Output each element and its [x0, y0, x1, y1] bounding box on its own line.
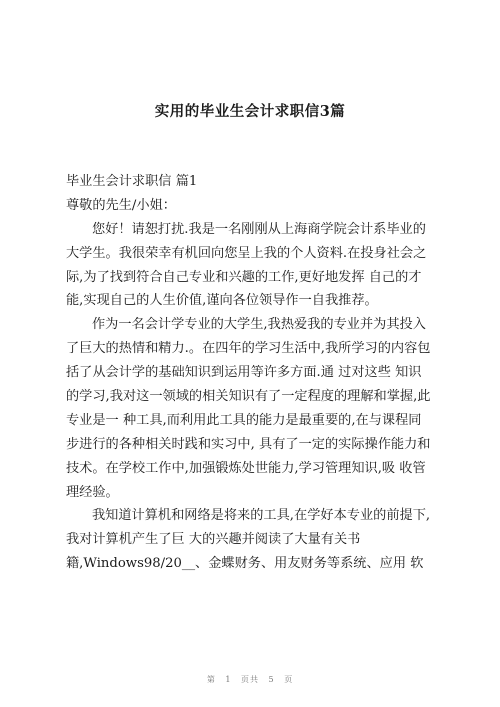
salutation: 尊敬的先生/小姐：: [66, 197, 176, 213]
paragraph-line: 的学习,我对这一领域的相关知识有了一定程度的理解和掌握,此: [66, 389, 431, 405]
paragraph-line: 括了从会计学的基础知识到运用等许多方面.通 过对这些 知识: [66, 365, 422, 381]
footer-total-pages: 5: [268, 675, 275, 684]
section-heading: 毕业生会计求职信 篇1: [66, 174, 198, 189]
paragraph-line: 您好！请恕打扰.我是一名刚刚从上海商学院会计系毕业的: [92, 221, 426, 237]
paragraph-1: [66, 218, 446, 314]
paragraph-line: 能,实现自己的人生价值,谨向各位领导作一自我推荐。: [66, 293, 378, 309]
paragraph-line: 我知道计算机和网络是将来的工具,在学好本专业的前提下,: [92, 508, 431, 524]
paragraph-line: 我对计算机产生了巨 大的兴趣并阅读了大量有关书: [66, 532, 361, 548]
footer-prefix: 第: [206, 675, 216, 684]
footer-current-page: 1: [225, 675, 232, 684]
document-body: [66, 170, 446, 576]
paragraph-3: [66, 504, 446, 576]
paragraph-line: 技术。在学校工作中,加强锻炼处世能力,学习管理知识,吸 收管: [66, 460, 426, 476]
paragraph-2: [66, 313, 446, 504]
paragraph-line: 大学生。我很荣幸有机回向您呈上我的个人资料.在投身社会之: [66, 245, 427, 261]
paragraph-line: 际,为了找到符合自己专业和兴趣的工作,更好地发挥 自己的才: [66, 269, 422, 285]
paragraph-line: 理经验。: [66, 484, 119, 500]
footer-suffix: 页: [284, 675, 294, 684]
page-footer: [0, 674, 500, 685]
paragraph-line: 了巨大的热情和精力.。在四年的学习生活中,我所学习的内容包: [66, 341, 431, 357]
footer-mid: 页共: [241, 675, 259, 684]
document-title: 实用的毕业生会计求职信3篇: [154, 103, 346, 120]
paragraph-line: 作为一名会计学专业的大学生,我热爱我的专业并为其投入: [92, 317, 426, 333]
paragraph-line: 专业是一 种工具,而利用此工具的能力是最重要的,在与课程同: [66, 412, 422, 428]
paragraph-line: 步进行的各种相关时践和实习中, 具有了一定的实际操作能力和: [66, 436, 431, 452]
paragraph-line: 籍,Windows98/20__、金蝶财务、用友财务等系统、应用 软: [66, 556, 424, 572]
